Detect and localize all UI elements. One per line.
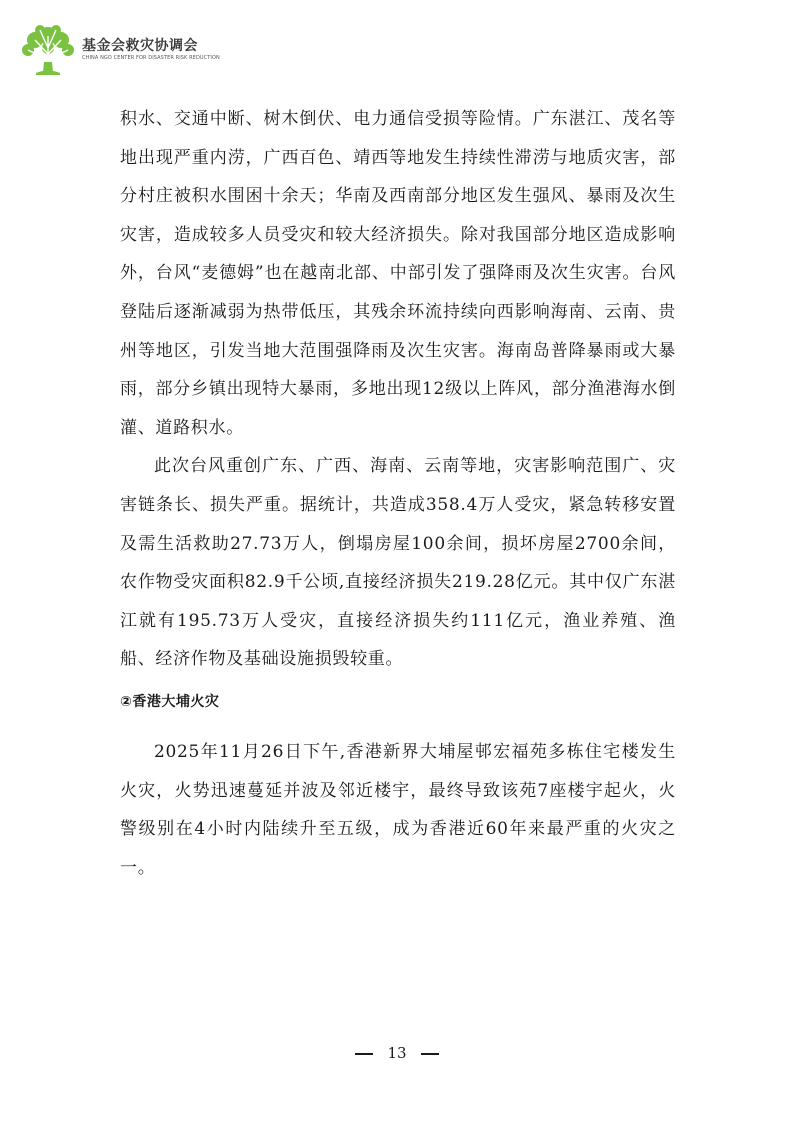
footer-dash-left <box>355 1053 373 1055</box>
section-heading: ②香港大埔火灾 <box>120 693 220 710</box>
paragraph-hongkong-fire: 2025年11月26日下午,香港新界大埔屋邨宏福苑多栋住宅楼发生火灾，火势迅速蔓延并波及邻近楼宇，最终导致该苑7座楼宇起火，火警级别在4小时内陆续升至五级，成为香港近60年来最严重的火灾之一。 <box>120 741 676 878</box>
footer-dash-right <box>421 1053 439 1055</box>
page-header <box>18 22 220 78</box>
tree-logo-icon <box>18 22 78 78</box>
organization-name: 基金会救灾协调会 <box>82 38 198 54</box>
page-footer <box>0 1044 794 1062</box>
paragraph-typhoon-losses: 此次台风重创广东、广西、海南、云南等地，灾害影响范围广、灾害链条长、损失严重。据统计，共造成358.4万人受灾，紧急转移安置及需生活救助27.73万人，倒塌房屋100余间，损坏房屋2700余间，农作物受灾面积82.9千公顷,直接经济损失219.28亿元。其中仅广东湛江就有195.73万人受灾，直接经济损失约111亿元，渔业养殖、渔船、经济作物及基础设施损毁较重。 <box>120 456 676 670</box>
page-body <box>120 100 676 887</box>
page-number: 13 <box>387 1044 407 1062</box>
organization-name-english: CHINA NGO CENTER FOR DISASTER RISK REDUCTION <box>82 55 220 61</box>
paragraph-typhoon-impact: 积水、交通中断、树木倒伏、电力通信受损等险情。广东湛江、茂名等地出现严重内涝，广西百色、靖西等地发生持续性滞涝与地质灾害，部分村庄被积水围困十余天；华南及西南部分地区发生强风、暴雨及次生灾害，造成较多人员受灾和较大经济损失。除对我国部分地区造成影响外，台风“麦德姆”也在越南北部、中部引发了强降雨及次生灾害。台风登陆后逐渐减弱为热带低压，其残余环流持续向西影响海南、云南、贵州等地区，引发当地大范围强降雨及次生灾害。海南岛普降暴雨或大暴雨，部分乡镇出现特大暴雨，多地出现12级以上阵风，部分渔港海水倒灌、道路积水。 <box>120 109 676 438</box>
